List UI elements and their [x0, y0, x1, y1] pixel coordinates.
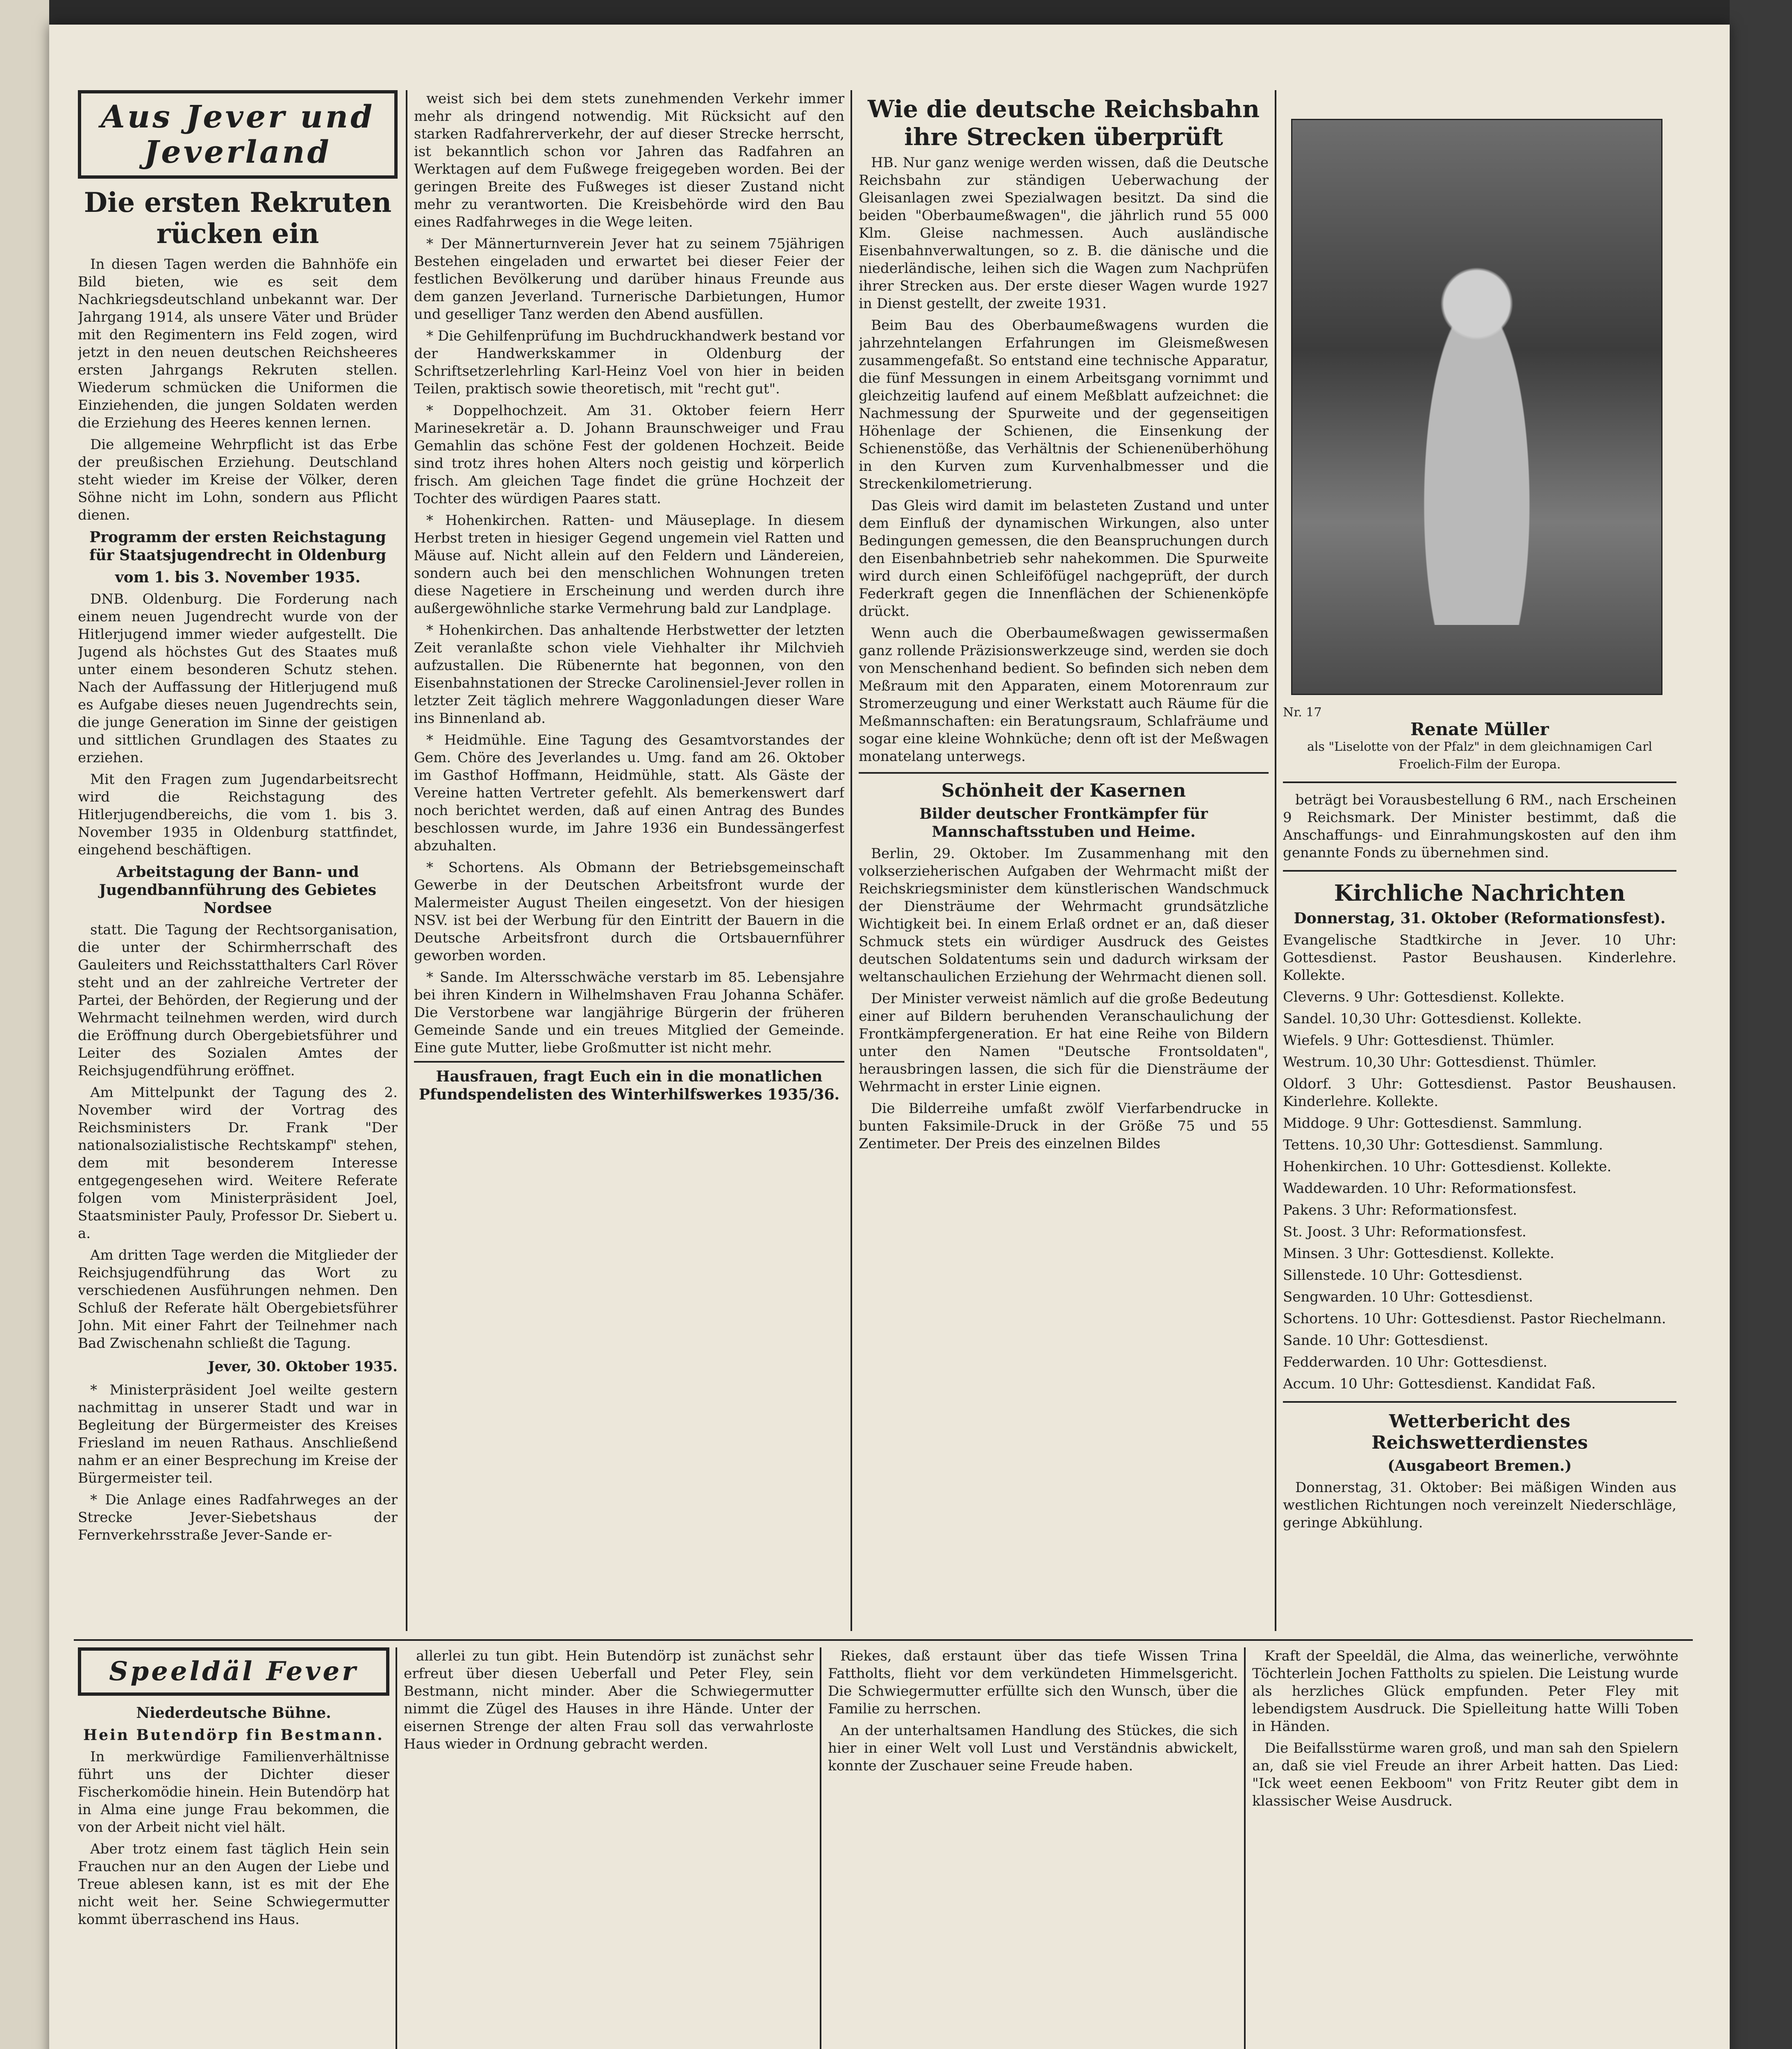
paragraph: statt. Die Tagung der Rechtsorganisation, die unter der Schirmherrschaft des Gauleiters und Reichsstatthalters Carl Röver steht und an der zahlreiche Vertreter der Partei, der Behörden, der Regierung und der Wehrmacht teilnehmen werden, wird durch die Eröffnung durch Obergebietsführer und Leiter des Sozialen Amtes der Reichsjugendführung eröffnet. — [78, 922, 398, 1079]
wetter-sub: (Ausgabeort Bremen.) — [1387, 1457, 1572, 1474]
newspaper-page — [49, 25, 1730, 2049]
paragraph: weist sich bei dem stets zunehmenden Verkehr immer mehr als dringend notwendig. Mit Rücksicht auf den starken Radfahrerverkehr, der auf dieser Strecke herrscht, ist bekanntlich schon vor Jahren das Radfahren an Werktagen auf dem Fußwege freigegeben worden. Bei der geringen Breite des Fußweges ist dieser Zustand nicht mehr zu verantworten. Die Kreisbehörde wird den Bau eines Radfahrweges in die Wege leiten. — [414, 91, 844, 230]
church-entry: Middoge. 9 Uhr: Gottesdienst. Sammlung. — [1283, 1115, 1582, 1131]
lower-column-1 — [78, 1647, 389, 2049]
paragraph: * Schortens. Als Obmann der Betriebsgemeinschaft Gewerbe in der Deutschen Arbeitsfront wurde der Malermeister August Theilen eingesetzt. Von der hiesigen NSV. ist bei der Werbung für den Eintritt der Bauern in die Deutsche Arbeitsfront durch die Ortsbauernführer geworben worden. — [414, 859, 844, 964]
subheading-stueck: Hein Butendörp fin Bestmann. — [83, 1726, 384, 1744]
page-spine — [0, 0, 49, 2049]
paragraph: Riekes, daß erstaunt über das tiefe Wissen Trina Fattholts, flieht vor dem verkündeten Himmelsgericht. Die Schwiegermutter erfüllte sich den Wunsch, über die Familie zu herrschen. — [828, 1648, 1238, 1717]
weather-text: Donnerstag, 31. Oktober: Bei mäßigen Winden aus westlichen Richtungen noch vereinzelt Niederschläge, geringe Abkühlung. — [1283, 1479, 1676, 1531]
kirche-date: Donnerstag, 31. Oktober (Reformationsfest). — [1294, 910, 1666, 927]
paragraph: In merkwürdige Familienverhältnisse führt uns der Dichter dieser Fischerkomödie hinein. Hein Butendörp hat in Alma eine junge Frau bekommen, die von der Arbeit nicht viel hält. — [78, 1749, 389, 1835]
section-divider — [1283, 781, 1676, 783]
church-entry: Cleverns. 9 Uhr: Gottesdienst. Kollekte. — [1283, 989, 1565, 1005]
scanner-rail — [1730, 0, 1792, 2049]
church-entry: Tettens. 10,30 Uhr: Gottesdienst. Sammlung. — [1283, 1137, 1603, 1153]
paragraph: * Doppelhochzeit. Am 31. Oktober feiern Herr Marinesekretär a. D. Johann Braunschweiger und Frau Gemahlin das schöne Fest der goldenen Hochzeit. Beide sind trotz ihres hohen Alters noch geistig und körperlich frisch. Am gleichen Tage findet die grüne Hochzeit der Tochter des würdigen Paares statt. — [414, 402, 844, 507]
church-list — [1283, 931, 1676, 1393]
paragraph: allerlei zu tun gibt. Hein Butendörp ist zunächst sehr erfreut über diesen Ueberfall und Peter Fley, sein Bestmann, nicht minder. Aber die Schwiegermutter nimmt die Zügel des Hauses in ihre Hände. Unter der eisernen Strenge der alten Frau soll das verwahrloste Haus wieder in Ordnung gebracht werden. — [404, 1648, 814, 1752]
paragraph: In diesen Tagen werden die Bahnhöfe ein Bild bieten, wie es seit dem Nachkriegsdeutschland unbekannt war. Der Jahrgang 1914, als unsere Väter und Brüder mit den Regimentern ins Feld zogen, wird jetzt in den neuen deutschen Reichsheeres ersten Jahrgangs Rekruten stellen. Wiederum schmücken die Uniformen die Einziehenden, die jungen Soldaten werden die Erziehung des Heeres kennen lernen. — [78, 256, 398, 431]
column-3 — [859, 90, 1269, 1631]
heading-arbeitstagung: Arbeitstagung der Bann- und Jugendbannführung des Gebietes Nordsee — [99, 863, 377, 917]
church-entry: Waddewarden. 10 Uhr: Reformationsfest. — [1283, 1180, 1577, 1197]
heading-programm: Programm der ersten Reichstagung für Staatsjugendrecht in Oldenburg — [89, 529, 387, 564]
photo-caption-name: Renate Müller — [1410, 719, 1549, 739]
section-divider — [1283, 1401, 1676, 1403]
paragraph: HB. Nur ganz wenige werden wissen, daß die Deutsche Reichsbahn zur ständigen Ueberwachung der Gleisanlagen zwei Spezialwagen besitzt. Da sind die beiden "Oberbaumeßwagen", die jährlich rund 55 000 Klm. Gleise nachmessen. Auch ausländische Eisenbahnverwaltungen, so z. B. die dänische und die niederländische, leihen sich die Wagen zum Nachprüfen ihrer Strecken aus. Der erste dieser Wagen wurde 1927 in Dienst gestellt, der zweite 1931. — [859, 154, 1269, 312]
section-divider — [859, 772, 1269, 774]
paragraph: Am dritten Tage werden die Mitglieder der Reichsjugendführung das Wort zu verschiedenen Ausführungen nehmen. Den Schluß der Referate hält Obergebietsführer John. Mit einer Fahrt der Teilnehmer nach Bad Zwischenahn schließt die Tagung. — [78, 1247, 398, 1352]
paragraph: * Ministerpräsident Joel weilte gestern nachmittag in unserer Stadt und war in Begleitung der Bürgermeister des Kreises Friesland im neuen Rathaus. Anschließend nahm er an einer Besprechung im Kreise der Bürgermeister teil. — [78, 1382, 398, 1486]
paragraph: An der unterhaltsamen Handlung des Stückes, die sich hier in einer Welt voll Lust und Verständnis abwickelt, konnte der Zuschauer seine Freude haben. — [828, 1722, 1238, 1774]
column-1 — [78, 90, 398, 1631]
paragraph: * Der Männerturnverein Jever hat zu seinem 75jährigen Bestehen eingeladen und erwartet bei dieser Feier der festlichen Bevölkerung und darüber hinaus Freunde aus dem ganzen Jeverland. Turnerische Darbietungen, Humor und geselliger Tanz werden den Abend ausfüllen. — [414, 236, 844, 323]
heading-wetter: Wetterbericht des Reichswetterdienstes — [1371, 1411, 1588, 1453]
column-rule — [1244, 1647, 1246, 2049]
paragraph: * Die Anlage eines Radfahrweges an der Strecke Jever-Siebetshaus der Fernverkehrsstraße Jever-Sande er- — [78, 1492, 398, 1543]
lower-column-2 — [404, 1647, 814, 2049]
paragraph: Mit den Fragen zum Jugendarbeitsrecht wird die Reichstagung des Hitlerjugendbereichs, die vom 1. bis 3. November 1935 in Oldenburg stattfindet, eingehend beschäftigen. — [78, 771, 398, 858]
heading-kasernen: Schönheit der Kasernen — [941, 780, 1186, 801]
section-divider — [1283, 870, 1676, 872]
photo-figure — [1403, 223, 1551, 625]
photo-number: Nr. 17 — [1283, 705, 1322, 720]
lower-column-3 — [828, 1647, 1238, 2049]
column-4 — [1283, 705, 1676, 1631]
column-rule — [851, 90, 852, 1631]
paragraph: Aber trotz einem fast täglich Hein sein Frauchen nur an den Augen der Liebe und Treue ablesen kann, ist es mit der Ehe nicht weit her. Seine Schwiegermutter kommt überraschend ins Haus. — [78, 1841, 389, 1928]
paragraph: Der Minister verweist nämlich auf die große Bedeutung einer auf Bildern beruhenden Veranschaulichung der Frontkämpfergeneration. Er hat eine Reihe von Bildern unter den Namen "Deutsche Frontsoldaten", herausbringen lassen, die sich für die Diensträume der Wehrmacht in erster Linie eignen. — [859, 990, 1269, 1095]
photo-caption-sub: als "Liselotte von der Pfalz" in dem gleichnamigen Carl Froelich-Film der Europa. — [1307, 740, 1653, 772]
church-entry: Accum. 10 Uhr: Gottesdienst. Kandidat Faß. — [1283, 1376, 1596, 1392]
paragraph: Wenn auch die Oberbaumeßwagen gewissermaßen ganz rollende Präzisionswerkzeuge sind, werden sie doch von Menschenhand bedient. So befinden sich neben dem Meßraum mit den Apparaten, einem Motorenraum zur Stromerzeugung und einer Werkstatt auch Räume für die Meßmannschaften: ein Beratungsraum, Schlafräume und sogar eine kleine Wohnküche; denn oft ist der Meßwagen monatelang unterwegs. — [859, 625, 1269, 765]
heading-reichsbahn: Wie die deutsche Reichsbahn ihre Strecken überprüft — [867, 95, 1260, 151]
masthead-title: Aus Jever und Jeverland — [78, 90, 398, 179]
paragraph: * Hohenkirchen. Ratten- und Mäuseplage. In diesem Herbst treten in hiesiger Gegend ungemein viel Ratten und Mäuse auf. Nicht allein auf den Feldern und Ländereien, sondern auch bei den menschlichen Wohnungen treten diese Nagetiere in Erscheinung und werden durch ihre außergewöhnliche starke Vermehrung bald zur Landplage. — [414, 512, 844, 617]
heading-speeldal: Speeldäl Fever — [78, 1647, 389, 1696]
column-rule — [396, 1647, 397, 2049]
church-entry: Oldorf. 3 Uhr: Gottesdienst. Pastor Beushausen. Kinderlehre. Kollekte. — [1283, 1076, 1676, 1110]
column-rule — [1275, 90, 1276, 1631]
paragraph: Kraft der Speeldäl, die Alma, das weinerliche, verwöhnte Töchterlein Jochen Fattholts zu spielen. Die Leistung wurde als herzliches Glück empfunden. Peter Fley mit lebendigstem Ausdruck. Die Spielleitung hatte Willi Toben in Händen. — [1252, 1648, 1678, 1735]
paragraph: Beim Bau des Oberbaumeßwagens wurden die jahrzehntelangen Erfahrungen im Gleismeßwesen zusammengefaßt. So entstand eine technische Apparatur, die fünf Messungen in einem Arbeitsgang vornimmt und gleichzeitig laufend auf einem Meßblatt aufzeichnet: die Nachmessung der Spurweite und der gegenseitigen Höhenlage der Schienen, die Einsenkung der Schienenstöße, das Verhältnis der Schienenüberhöhung in den Kurven zum Kurvenhalbmesser und die Streckenkilometrierung. — [859, 317, 1269, 492]
dateline: Jever, 30. Oktober 1935. — [208, 1358, 398, 1375]
photo-renate-mueller — [1291, 119, 1662, 695]
paragraph: Die allgemeine Wehrpflicht ist das Erbe der preußischen Erziehung. Deutschland steht wieder im Kreise der Völker, deren Söhne nicht im Lohn, sondern aus Pflicht dienen. — [78, 436, 398, 523]
church-entry: Sandel. 10,30 Uhr: Gottesdienst. Kollekte. — [1283, 1011, 1582, 1027]
subheading-buehne: Niederdeutsche Bühne. — [136, 1704, 331, 1722]
paragraph: Das Gleis wird damit im belasteten Zustand und unter dem Einfluß der dynamischen Wirkungen, also unter Bedingungen gemessen, die den Beanspruchungen durch den Eisenbahnbetrieb sehr nahekommen. Die Spurweite wird durch einen Schleiföfügel nachgeprüft, der durch Federkraft gegen die Innenflächen der Schienenköpfe drückt. — [859, 497, 1269, 620]
heading-kirche: Kirchliche Nachrichten — [1334, 880, 1626, 906]
church-entry: Sande. 10 Uhr: Gottesdienst. — [1283, 1332, 1489, 1349]
column-rule — [406, 90, 407, 1631]
horizontal-rule — [74, 1639, 1693, 1641]
heading-rekruten: Die ersten Rekruten rücken ein — [84, 186, 392, 250]
winterhilfe-notice: Hausfrauen, fragt Euch ein in die monatlichen Pfundspendelisten des Winterhilfswerkes 1935/36. — [414, 1061, 844, 1104]
paragraph: Berlin, 29. Oktober. Im Zusammenhang mit den volkserzieherischen Aufgaben der Wehrmacht mißt der Reichskriegsminister dem künstlerischen Wandschmuck der Diensträume der Wehrmacht grundsätzliche Wichtigkeit bei. In einem Erlaß ordnet er an, daß dieser Schmuck stets ein würdiger Ausdruck des Geistes deutschen Soldatentums sein und dadurch wirksam der weltanschaulichen Erziehung der Wehrmacht dienen soll. — [859, 845, 1269, 985]
programm-date: vom 1. bis 3. November 1935. — [115, 569, 361, 586]
church-entry: Hohenkirchen. 10 Uhr: Gottesdienst. Kollekte. — [1283, 1159, 1612, 1175]
church-entry: St. Joost. 3 Uhr: Reformationsfest. — [1283, 1224, 1526, 1240]
church-entry: Sengwarden. 10 Uhr: Gottesdienst. — [1283, 1289, 1533, 1305]
column-2 — [414, 90, 844, 1631]
paragraph: * Hohenkirchen. Das anhaltende Herbstwetter der letzten Zeit veranlaßte schon viele Viehhalter ihr Milchvieh aufzustallen. Die Rübenernte hat begonnen, von den Eisenbahnstationen der Strecke Carolinensiel-Jever rollen in letzter Zeit täglich mehrere Waggonladungen dieser Ware ins Binnenland ab. — [414, 622, 844, 727]
paragraph: DNB. Oldenburg. Die Forderung nach einem neuen Jugendrecht wurde von der Hitlerjugend immer wieder aufgestellt. Die Jugend als höchstes Gut des Staates muß unter einem besonderen Schutz stehen. Nach der Auffassung der Hitlerjugend muß es Aufgabe dieses neuen Jugendrechts sein, die junge Generation im Sinne der geistigen und sittlichen Grundlagen des Staates zu erziehen. — [78, 591, 398, 766]
subheading-kasernen: Bilder deutscher Frontkämpfer für Mannschaftsstuben und Heime. — [919, 805, 1208, 840]
column-rule — [820, 1647, 821, 2049]
lower-column-4 — [1252, 1647, 1678, 2049]
church-entry: Minsen. 3 Uhr: Gottesdienst. Kollekte. — [1283, 1245, 1555, 1262]
paragraph: * Sande. Im Altersschwäche verstarb im 85. Lebensjahre bei ihren Kindern in Wilhelmshaven Frau Johanna Schäfer. Die Verstorbene war langjährige Bürgerin der früheren Gemeinde Sande und ein treues Mitglied der Gemeinde. Eine gute Mutter, liebe Großmutter ist nicht mehr. — [414, 969, 844, 1056]
church-entry: Schortens. 10 Uhr: Gottesdienst. Pastor Riechelmann. — [1283, 1311, 1666, 1327]
paragraph: * Die Gehilfenprüfung im Buchdruckhandwerk bestand vor der Handwerkskammer in Oldenburg der Schriftsetzerlehrling Karl-Heinz Voel von hier in beiden Teilen, praktisch sowie theoretisch, mit "recht gut". — [414, 328, 844, 397]
church-entry: Westrum. 10,30 Uhr: Gottesdienst. Thümler. — [1283, 1054, 1597, 1070]
paragraph: Die Bilderreihe umfaßt zwölf Vierfarbendrucke in bunten Faksimile-Druck in der Größe 75 und 55 Zentimeter. Der Preis des einzelnen Bildes — [859, 1100, 1269, 1152]
church-entry: Sillenstede. 10 Uhr: Gottesdienst. — [1283, 1267, 1523, 1283]
church-entry: Evangelische Stadtkirche in Jever. 10 Uhr: Gottesdienst. Pastor Beushausen. Kinderlehre. Kollekte. — [1283, 932, 1676, 984]
paragraph: Am Mittelpunkt der Tagung des 2. November wird der Vortrag des Reichsministers Dr. Frank "Der nationalsozialistische Rechtskampf" stehen, dem mit besonderem Interesse entgegengesehen wird. Weitere Referate folgen vom Ministerpräsident Joel, Staatsminister Pauly, Professor Dr. Siebert u. a. — [78, 1084, 398, 1242]
paragraph: Die Beifallsstürme waren groß, und man sah den Spielern an, daß sie viel Freude an ihrer Arbeit hatten. Das Lied: "Ick weet eenen Eekboom" von Fritz Reuter gibt dem in klassischer Weise Ausdruck. — [1252, 1740, 1678, 1809]
church-entry: Pakens. 3 Uhr: Reformationsfest. — [1283, 1202, 1517, 1218]
paragraph: beträgt bei Vorausbestellung 6 RM., nach Erscheinen 9 Reichsmark. Der Minister bestimmt, daß die Anschaffungs- und Einrahmungskosten auf den ihm genannte Fonds zu übernehmen sind. — [1283, 792, 1676, 861]
paragraph: * Heidmühle. Eine Tagung des Gesamtvorstandes der Gem. Chöre des Jeverlandes u. Umg. fand am 26. Oktober im Gasthof Hoffmann, Heidmühle, statt. Als Gäste der Vereine hatten Vertreter gefehlt. Als bemerkenswert darf noch berichtet werden, daß auf einen Antrag des Bundes beschlossen wurde, im Jahre 1936 ein Bundessängerfest abzuhalten. — [414, 732, 844, 854]
church-entry: Wiefels. 9 Uhr: Gottesdienst. Thümler. — [1283, 1032, 1555, 1049]
church-entry: Fedderwarden. 10 Uhr: Gottesdienst. — [1283, 1354, 1548, 1370]
